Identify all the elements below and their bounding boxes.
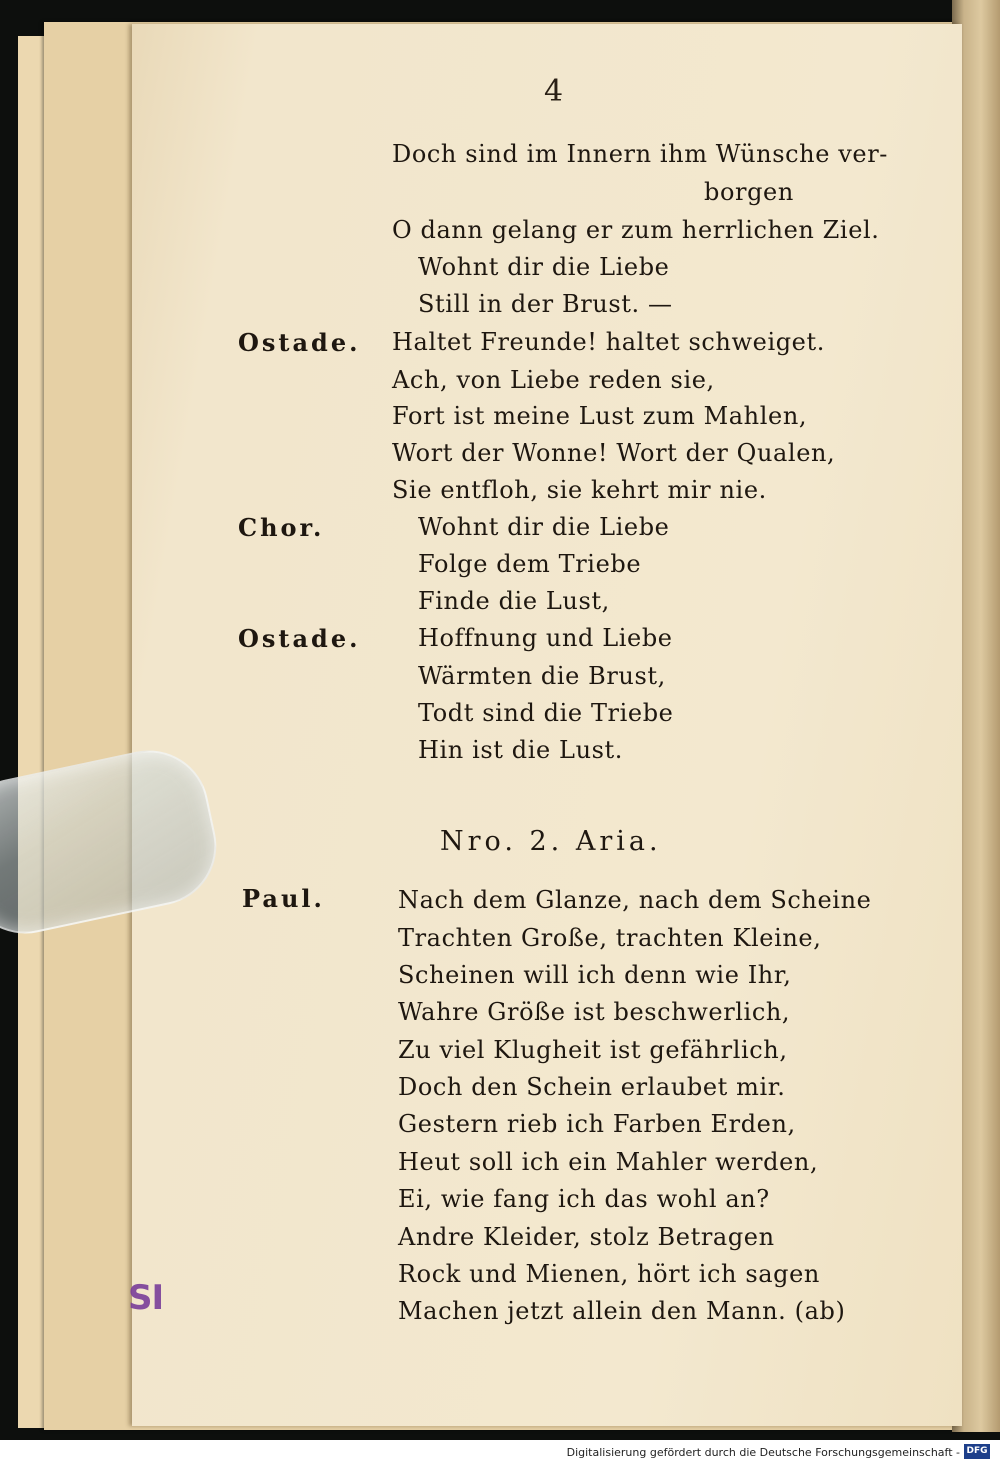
verse-line: Haltet Freunde! haltet schweiget. (392, 328, 825, 356)
verse-line: Gestern rieb ich Farben Erden, (398, 1110, 796, 1138)
library-stamp: SI (128, 1278, 164, 1318)
verse-line: Hoffnung und Liebe (418, 624, 673, 652)
verse-line: Nach dem Glanze, nach dem Scheine (398, 886, 872, 914)
verse-line: Todt sind die Triebe (418, 699, 674, 727)
verse-line: Trachten Große, trachten Kleine, (398, 924, 822, 952)
verse-line: Andre Kleider, stolz Betragen (398, 1223, 775, 1251)
speaker-label: Ostade. (238, 624, 361, 653)
verse-line: Scheinen will ich denn wie Ihr, (398, 961, 792, 989)
verse-line: Still in der Brust. — (418, 290, 673, 318)
verse-line: Doch den Schein erlaubet mir. (398, 1073, 786, 1101)
verse-line: Ach, von Liebe reden sie, (392, 366, 715, 394)
verse-line: Finde die Lust, (418, 587, 610, 615)
verse-line: Wärmten die Brust, (418, 662, 666, 690)
verse-line: Zu viel Klugheit ist gefährlich, (398, 1036, 788, 1064)
speaker-label: Ostade. (238, 328, 361, 357)
verse-line: Folge dem Triebe (418, 550, 642, 578)
verse-line: Wohnt dir die Liebe (418, 253, 670, 281)
verse-line: Wohnt dir die Liebe (418, 513, 670, 541)
page-number: 4 (544, 74, 564, 109)
verse-line: Wort der Wonne! Wort der Qualen, (392, 439, 836, 467)
funding-credit: Digitalisierung gefördert durch die Deutsche Forschungsgemeinschaft - (566, 1446, 960, 1459)
speaker-label: Paul. (242, 884, 325, 913)
verse-line: borgen (704, 178, 794, 206)
section-heading: Nro. 2. Aria. (440, 826, 662, 857)
verse-line: Doch sind im Innern ihm Wünsche ver- (392, 140, 888, 168)
dfg-logo: DFG (964, 1444, 990, 1459)
verse-line: O dann gelang er zum herrlichen Ziel. (392, 216, 880, 244)
verse-line: Heut soll ich ein Mahler werden, (398, 1148, 819, 1176)
verse-line: Fort ist meine Lust zum Mahlen, (392, 402, 808, 430)
verse-line: Machen jetzt allein den Mann. (ab) (398, 1297, 846, 1325)
verse-line: Hin ist die Lust. (418, 736, 624, 764)
verse-line: Rock und Mienen, hört ich sagen (398, 1260, 820, 1288)
verse-line: Ei, wie fang ich das wohl an? (398, 1185, 770, 1213)
verse-line: Wahre Größe ist beschwerlich, (398, 998, 791, 1026)
speaker-label: Chor. (238, 513, 325, 542)
verse-line: Sie entfloh, sie kehrt mir nie. (392, 476, 767, 504)
